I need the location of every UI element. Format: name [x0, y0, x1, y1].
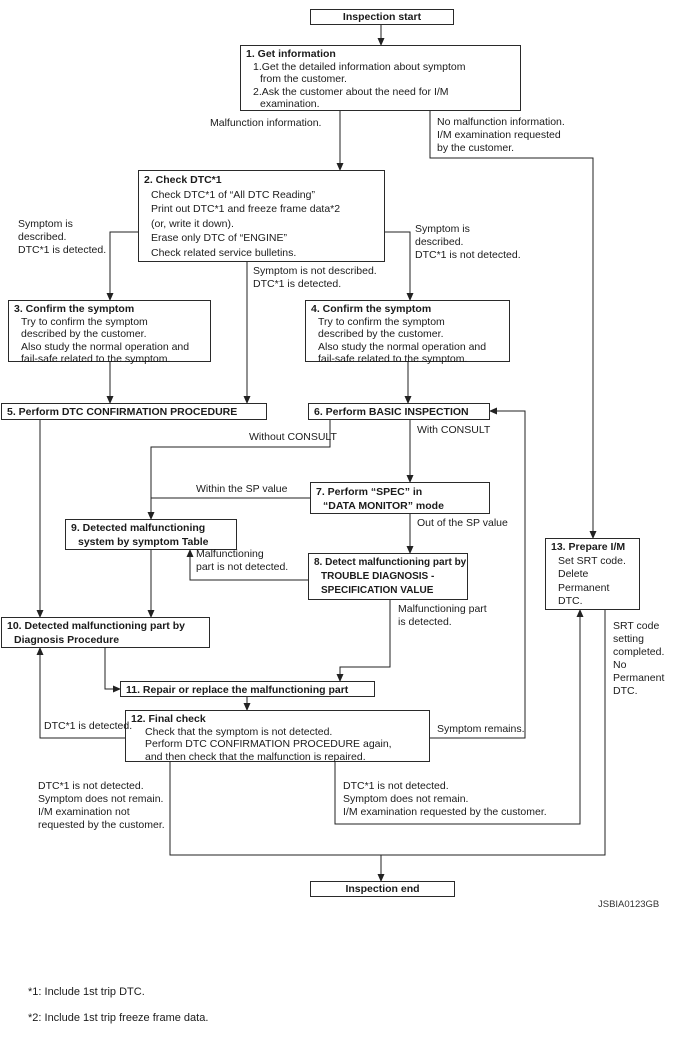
- box-13-prepare-im: [545, 538, 640, 610]
- box-1-line: 2.Ask the customer about the need for I/M: [253, 85, 449, 98]
- label-no-malfunction-information: [437, 116, 565, 155]
- box-1-line: 1.Get the detailed information about symptom: [253, 60, 466, 73]
- box-4-title: 4. Confirm the symptom: [311, 303, 432, 315]
- label-line: I/M examination not: [38, 806, 130, 818]
- box-2-title: 2. Check DTC*1: [144, 174, 222, 186]
- label-line: DTC.: [613, 685, 638, 697]
- label-line: Without CONSULT: [249, 431, 337, 443]
- label-end-im-not-requested: [38, 780, 165, 832]
- footnote-1: *1: Include 1st trip DTC.: [28, 986, 145, 998]
- box-3-confirm-symptom: [8, 300, 211, 365]
- box-9-title: 9. Detected malfunctioning: [71, 522, 206, 534]
- box-12-line: and then check that the malfunction is repaired.: [145, 750, 366, 763]
- label-line: Malfunctioning: [196, 548, 264, 560]
- label-line: I/M examination requested: [437, 129, 561, 141]
- label-within-sp-value: [196, 483, 287, 496]
- box-4-line: described by the customer.: [318, 328, 444, 340]
- connector-box10-to-box11: [105, 648, 120, 689]
- box-4-line: Try to confirm the symptom: [318, 315, 445, 328]
- label-line: Symptom does not remain.: [38, 793, 164, 805]
- label-line: Malfunctioning part: [398, 603, 487, 615]
- box-12-line: Check that the symptom is not detected.: [145, 725, 333, 738]
- label-without-consult: [249, 431, 337, 444]
- figure-id: JSBIA0123GB: [598, 899, 660, 910]
- box-3-line: described by the customer.: [21, 328, 147, 340]
- label-line: Symptom remains.: [437, 723, 525, 735]
- box-5-title: 5. Perform DTC CONFIRMATION PROCEDURE: [7, 406, 238, 418]
- box-10-part-by-diagnosis-procedure: [1, 617, 210, 648]
- box-13-line: Delete: [558, 568, 589, 580]
- connector-box2-to-box3: [110, 232, 138, 300]
- label-line: Symptom is not described.: [253, 265, 377, 277]
- box-13-line: DTC.: [558, 595, 583, 607]
- box-9-system-by-symptom-table: [65, 519, 237, 550]
- box-13-line: Set SRT code.: [558, 554, 626, 567]
- box-2-line: Print out DTC*1 and freeze frame data*2: [151, 203, 341, 215]
- label-out-of-sp-value: [417, 517, 508, 530]
- box-8-title: 8. Detect malfunctioning part by: [314, 557, 467, 568]
- box-2-line: Check related service bulletins.: [151, 246, 297, 259]
- start-node-label: Inspection start: [342, 11, 422, 23]
- box-3-line: Try to confirm the symptom: [21, 315, 148, 328]
- label-srt-code-setting-completed: [613, 620, 664, 698]
- box-8-title: TROUBLE DIAGNOSIS -: [321, 571, 435, 582]
- box-2-line: (or, write it down).: [151, 217, 234, 230]
- label-part-detected: [398, 603, 487, 629]
- box-10-title: Diagnosis Procedure: [14, 633, 120, 646]
- box-10-title: 10. Detected malfunctioning part by: [7, 620, 185, 632]
- label-dtc-detected-loop: [44, 720, 132, 733]
- box-1-get-information: [240, 45, 521, 111]
- label-symptom-remains: [437, 723, 525, 736]
- box-13-title: 13. Prepare I/M: [551, 541, 626, 553]
- box-4-line: Also study the normal operation and: [318, 340, 487, 353]
- box-8-title: SPECIFICATION VALUE: [321, 585, 434, 596]
- label-line: DTC*1 is not detected.: [343, 780, 449, 792]
- label-line: Symptom is: [415, 223, 470, 235]
- box-12-line: Perform DTC CONFIRMATION PROCEDURE again,: [145, 738, 392, 750]
- box-1-line: examination.: [260, 98, 320, 110]
- box-7-title: “DATA MONITOR” mode: [323, 500, 444, 512]
- label-part-not-detected: [196, 548, 288, 574]
- box-7-spec-data-monitor: [310, 482, 490, 514]
- label-line: Out of the SP value: [417, 517, 508, 529]
- label-line: Symptom does not remain.: [343, 793, 469, 805]
- label-malfunction-information: [210, 117, 321, 130]
- start-node: [310, 9, 454, 25]
- label-line: setting: [613, 633, 644, 645]
- box-8-trouble-diagnosis-specification-value: [308, 553, 468, 600]
- label-line: DTC*1 is not detected.: [38, 780, 144, 792]
- label-line: DTC*1 is detected.: [44, 720, 133, 732]
- label-symptom-described-dtc-detected: [18, 218, 106, 257]
- label-line: by the customer.: [437, 142, 515, 154]
- box-13-line: Permanent: [558, 581, 610, 594]
- label-with-consult: [417, 424, 490, 437]
- label-symptom-described-dtc-not-detected: [415, 223, 521, 262]
- box-11-repair-or-replace: [120, 681, 375, 697]
- label-line: part is not detected.: [196, 561, 289, 573]
- label-line: described.: [18, 231, 67, 243]
- box-3-title: 3. Confirm the symptom: [14, 303, 135, 315]
- label-line: requested by the customer.: [38, 819, 165, 831]
- label-line: is detected.: [398, 616, 452, 628]
- box-12-final-check: [125, 710, 430, 762]
- label-line: With CONSULT: [417, 424, 491, 436]
- label-line: I/M examination requested by the customer.: [343, 806, 547, 818]
- box-3-line: fail-safe related to the symptom.: [21, 353, 171, 365]
- box-11-title: 11. Repair or replace the malfunctioning part: [126, 684, 349, 696]
- box-4-confirm-symptom: [305, 300, 510, 365]
- box-12-title: 12. Final check: [131, 713, 206, 725]
- box-3-line: Also study the normal operation and: [21, 340, 190, 353]
- box-4-line: fail-safe related to the symptom.: [318, 353, 468, 365]
- connector-box2-to-box4: [385, 232, 410, 300]
- box-6-basic-inspection: [308, 403, 490, 420]
- label-line: DTC*1 is detected.: [253, 278, 342, 290]
- label-line: Within the SP value: [196, 483, 288, 495]
- box-5-dtc-confirmation-procedure: [1, 403, 267, 420]
- label-line: completed.: [613, 646, 665, 658]
- label-end-im-requested: [343, 780, 547, 819]
- box-1-line: from the customer.: [260, 73, 347, 85]
- box-2-line: Erase only DTC of “ENGINE”: [151, 232, 287, 244]
- footnote-2: *2: Include 1st trip freeze frame data.: [28, 1012, 209, 1024]
- box-2-line: Check DTC*1 of “All DTC Reading”: [151, 188, 315, 201]
- label-line: SRT code: [613, 620, 660, 632]
- label-line: described.: [415, 236, 464, 248]
- box-1-title: 1. Get information: [246, 48, 336, 60]
- end-node: [310, 881, 455, 897]
- label-line: Symptom is: [18, 218, 73, 230]
- box-7-title: 7. Perform “SPEC” in: [316, 486, 423, 498]
- label-line: Malfunction information.: [210, 117, 322, 129]
- label-line: No malfunction information.: [437, 116, 565, 128]
- label-symptom-not-described-dtc-detected: [253, 265, 377, 291]
- box-6-title: 6. Perform BASIC INSPECTION: [314, 406, 469, 418]
- connector-box8-to-box11-detected: [340, 600, 390, 681]
- label-line: Permanent: [613, 672, 665, 684]
- end-node-label: Inspection end: [345, 883, 420, 895]
- box-9-title: system by symptom Table: [78, 535, 209, 548]
- label-line: DTC*1 is not detected.: [415, 249, 521, 261]
- box-2-check-dtc: [138, 170, 385, 262]
- label-line: DTC*1 is detected.: [18, 244, 107, 256]
- label-line: No: [613, 659, 627, 671]
